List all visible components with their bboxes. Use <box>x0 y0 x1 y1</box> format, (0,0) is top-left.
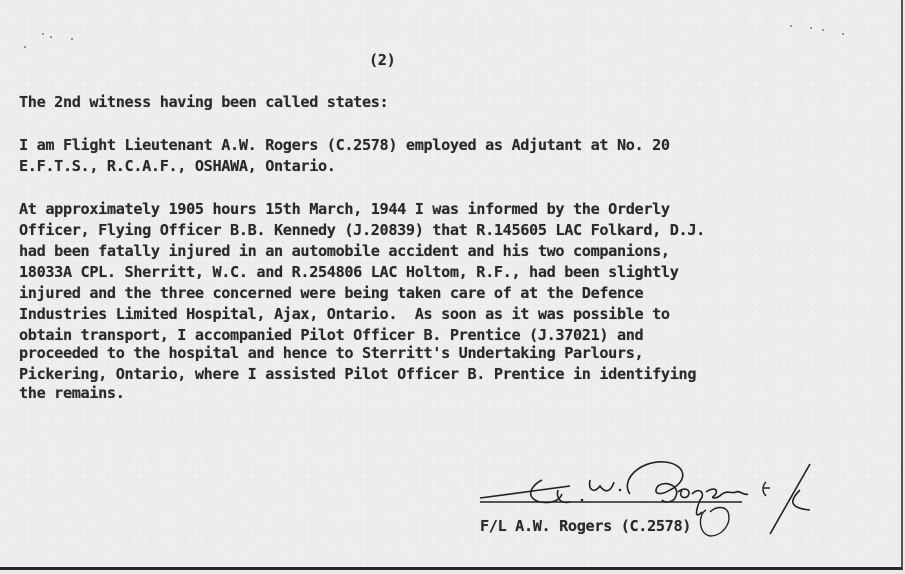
paragraph2-line: the remains. <box>19 384 125 402</box>
paper-speck <box>50 36 52 38</box>
paragraph1-line: I am Flight Lieutenant A.W. Rogers (C.2578) employed as Adjutant at No. 20 <box>19 136 670 154</box>
paragraph2-line: At approximately 1905 hours 15th March, 1944 I was informed by the Orderly <box>19 200 670 218</box>
paper-speck <box>790 25 792 27</box>
paragraph2-line: Officer, Flying Officer B.B. Kennedy (J.20839) that R.145605 LAC Folkard, D.J. <box>19 221 705 239</box>
page-number: (2) <box>369 51 396 69</box>
paper-speck <box>810 27 812 29</box>
paragraph1-line: E.F.T.S., R.C.A.F., OSHAWA, Ontario. <box>19 157 336 175</box>
paper-speck <box>71 38 73 40</box>
paragraph2-line: Pickering, Ontario, where I assisted Pilot Officer B. Prentice in identifying <box>19 365 697 383</box>
paper-speck <box>842 33 844 35</box>
handwritten-signature <box>470 450 870 550</box>
paragraph2-line: obtain transport, I accompanied Pilot Officer B. Prentice (J.37021) and <box>19 326 644 344</box>
paper-speck <box>24 46 26 48</box>
intro-line: The 2nd witness having been called states: <box>19 93 389 111</box>
paper-speck <box>42 33 44 35</box>
typed-signature-name: F/L A.W. Rogers (C.2578) <box>480 517 692 535</box>
paragraph2-line: 18033A CPL. Sherritt, W.C. and R.254806 LAC Holtom, R.F., had been slightly <box>19 263 679 281</box>
paragraph2-line: Industries Limited Hospital, Ajax, Ontario. As soon as it was possible to <box>19 305 670 323</box>
paragraph2-line: injured and the three concerned were being taken care of at the Defence <box>19 284 644 302</box>
paragraph2-line: proceeded to the hospital and hence to Sterritt's Undertaking Parlours, <box>19 344 644 362</box>
paper-speck <box>822 29 824 31</box>
paragraph2-line: had been fatally injured in an automobile accident and his two companions, <box>19 242 670 260</box>
